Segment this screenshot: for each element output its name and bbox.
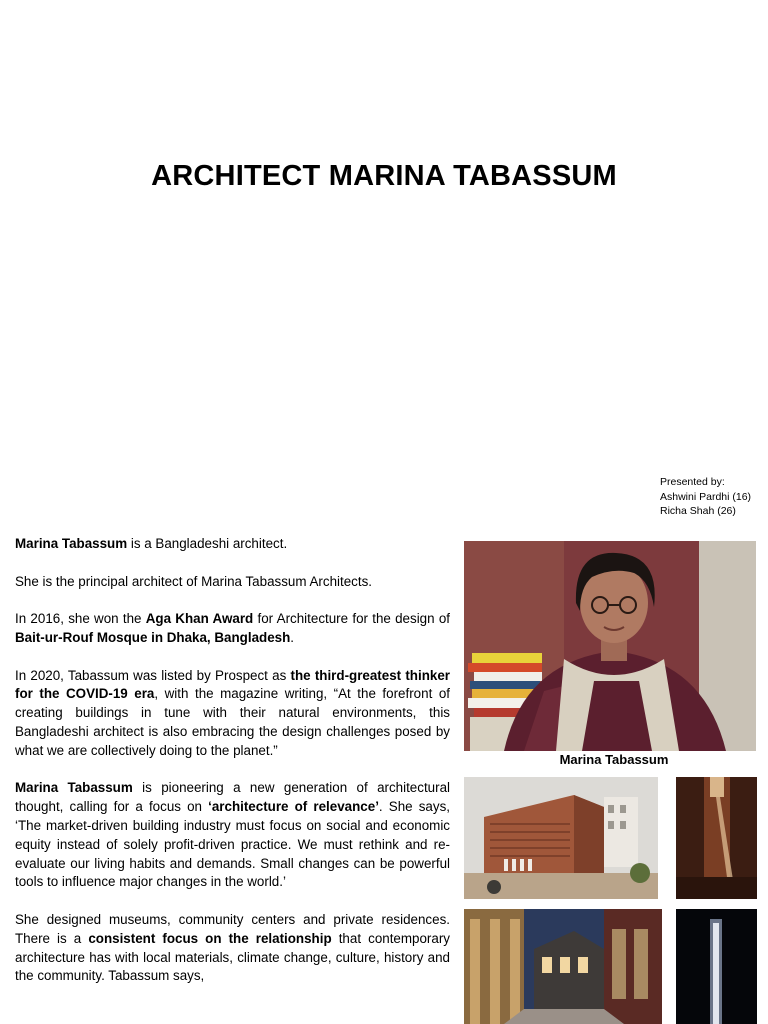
bold-thinker: the third-greatest thinker for the COVID-19 era [15,667,450,702]
paragraph-principal: She is the principal architect of Marina Tabassum Architects. [15,573,373,589]
light-slit-illustration [676,909,757,1024]
bold-award: Aga Khan Award [145,611,254,627]
mosque-interior-photo [676,777,757,899]
bold-name: Marina Tabassum [15,780,133,796]
paragraph-intro [15,535,450,554]
courtyard-photo [464,909,662,1024]
text-span: . She says, ‘The market-driven building industry must focus on social and economic equity instead of solely profit-driven practice. We must rethink and re-evaluate our living habits and demands. Small changes can be powerful tools to influence major changes in the world.’ [15,799,450,890]
text-span: for Architecture for the design of [253,611,450,627]
text-span: In 2020, Tabassum was listed by Prospect as [15,667,291,683]
text-span: is pioneering a new generation of architectural thought, calling for a focus on [15,780,451,815]
text-span: that contemporary architecture has with local materials, climate change, culture, history and the community. Tabassum says, [15,930,450,984]
presenters-block [660,475,751,519]
bold-mosque: Bait-ur-Rouf Mosque in Dhaka, Bangladesh [15,629,291,645]
text-span: She designed museums, community centers and private residences. There is a [15,911,450,946]
body-text [15,535,450,1005]
presenters-heading: Presented by: [660,476,725,488]
bold-name: Marina Tabassum [15,536,128,551]
paragraph-award [15,610,450,648]
slide-title: ARCHITECT MARINA TABASSUM [151,160,617,192]
light-slit-photo [676,909,757,1024]
text-span: , with the magazine writing, “At the forefront of creating buildings in tune with their natural environments, this Bangladeshi architect is also embracing the design challenges posed by what we are collectively doing to the planet.” [15,686,450,758]
portrait-caption: Marina Tabassum [559,752,669,767]
courtyard-illustration [464,909,662,1024]
text-span: . [290,629,295,645]
portrait-illustration [464,541,756,751]
mosque-exterior-illustration [464,777,658,899]
paragraph-relevance [15,779,450,892]
portrait-photo [464,541,756,751]
mosque-exterior-photo [464,777,658,899]
paragraph-designs [15,911,450,986]
presenter-name: Ashwini Pardhi (16) [660,490,752,503]
paragraph-prospect [15,667,450,761]
mosque-interior-illustration [676,777,757,899]
presenter-name: Richa Shah (26) [660,505,736,517]
bold-relevance: ‘architecture of relevance’ [208,799,379,815]
text-span: In 2016, she won the [15,611,146,627]
text-span: is a Bangladeshi architect. [127,536,288,551]
bold-focus: consistent focus on the relationship [88,930,332,946]
